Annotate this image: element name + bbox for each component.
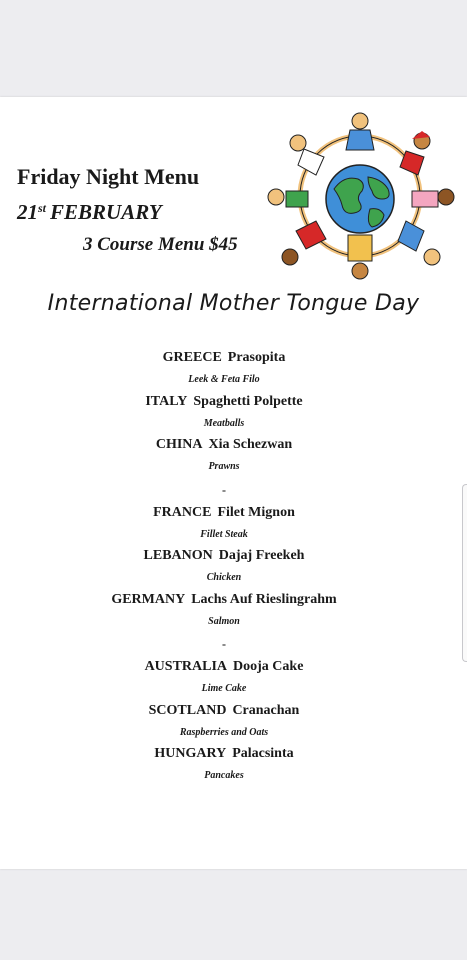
menu-item-scotland [0,700,448,722]
country-name: GERMANY [111,591,186,607]
event-subtitle: International Mother Tongue Day [47,291,420,316]
dish-description: Pancakes [204,770,244,781]
dish-description: Leek & Feta Filo [188,374,260,385]
country-name: ITALY [145,393,188,409]
menu-item-australia [0,656,448,678]
scroll-handle[interactable] [462,484,467,662]
menu-list [0,347,448,787]
dish-description: Salmon [208,615,240,627]
dish-name: Dajaj Freekeh [218,548,305,563]
dish-name: Lachs Auf Rieslingrahm [191,591,337,607]
children-around-globe-icon [256,111,467,281]
course-separator: - [222,482,226,497]
country-name: CHINA [155,437,203,452]
dish-description: Fillet Steak [200,528,248,540]
country-name: AUSTRALIA [144,659,228,674]
dish-description: Prawns [208,461,240,472]
menu-item-china [0,434,448,456]
dish-name: Xia Schezwan [208,437,293,452]
country-name: GREECE [162,350,222,365]
menu-date [17,200,162,225]
dish-name: Prasopita [227,350,286,365]
dish-description: Lime Cake [201,683,247,694]
dish-description: Meatballs [203,417,245,429]
date-day: 21 [17,200,38,224]
dish-name: Dooja Cake [233,659,304,674]
dish-name: Palacsinta [232,746,294,761]
menu-item-france [0,502,448,524]
date-month: FEBRUARY [50,200,162,224]
country-name: HUNGARY [154,746,227,761]
course-price: 3 Course Menu $45 [83,234,238,255]
menu-item-lebanon [0,545,448,567]
dish-description: Raspberries and Oats [179,726,269,738]
dish-name: Cranachan [232,702,300,718]
menu-item-greece [0,347,448,369]
menu-item-italy [0,391,448,413]
country-name: LEBANON [143,548,213,563]
page-title: Friday Night Menu [17,164,200,189]
country-name: FRANCE [153,504,212,520]
menu-page [0,97,467,869]
menu-item-germany [0,589,448,611]
course-separator: - [222,637,226,651]
dish-description: Chicken [206,572,242,583]
menu-item-hungary [0,743,448,765]
date-suffix: st [38,201,47,215]
dish-name: Spaghetti Polpette [193,393,303,409]
dish-name: Filet Mignon [217,504,295,520]
country-name: SCOTLAND [148,702,227,718]
